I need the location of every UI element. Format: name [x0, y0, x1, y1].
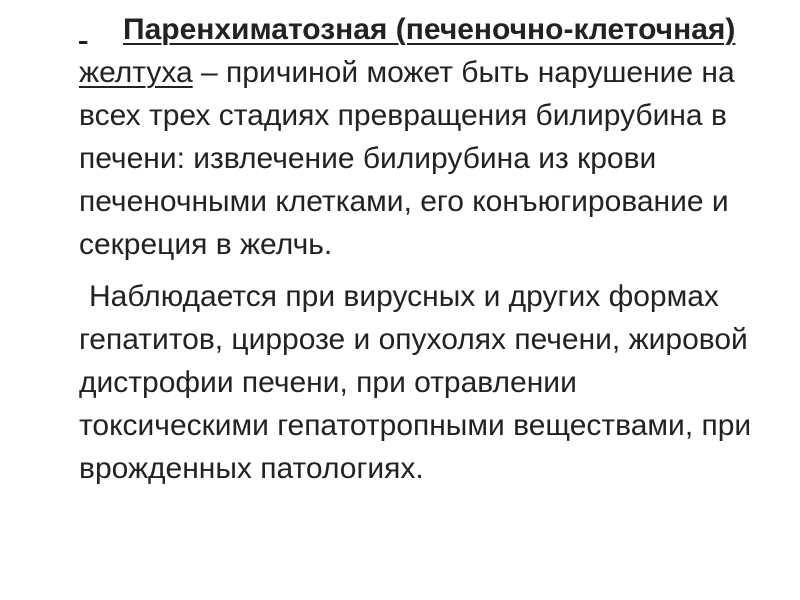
slide-body — [79, 8, 769, 490]
leading-underline — [79, 8, 123, 51]
term-jaundice: желтуха — [79, 56, 193, 89]
term-title: Паренхиматозная (печеночно-клеточная) — [123, 13, 736, 46]
paragraph-definition — [79, 8, 769, 266]
paragraph-occurrence — [79, 275, 769, 490]
occurrence-text: Наблюдается при вирусных и других формах гепатитов, циррозе и опухолях печени, жировой дистрофии печени, при отравлении токсическими гепатотропными веществами, при врожденных патологиях. — [79, 280, 752, 485]
definition-text: – причиной может быть нарушение на всех трех стадиях превращения билирубина в печени: извлечение билирубина из крови печеночными клетками, его конъюгирование и секреция в желчь. — [79, 56, 735, 261]
